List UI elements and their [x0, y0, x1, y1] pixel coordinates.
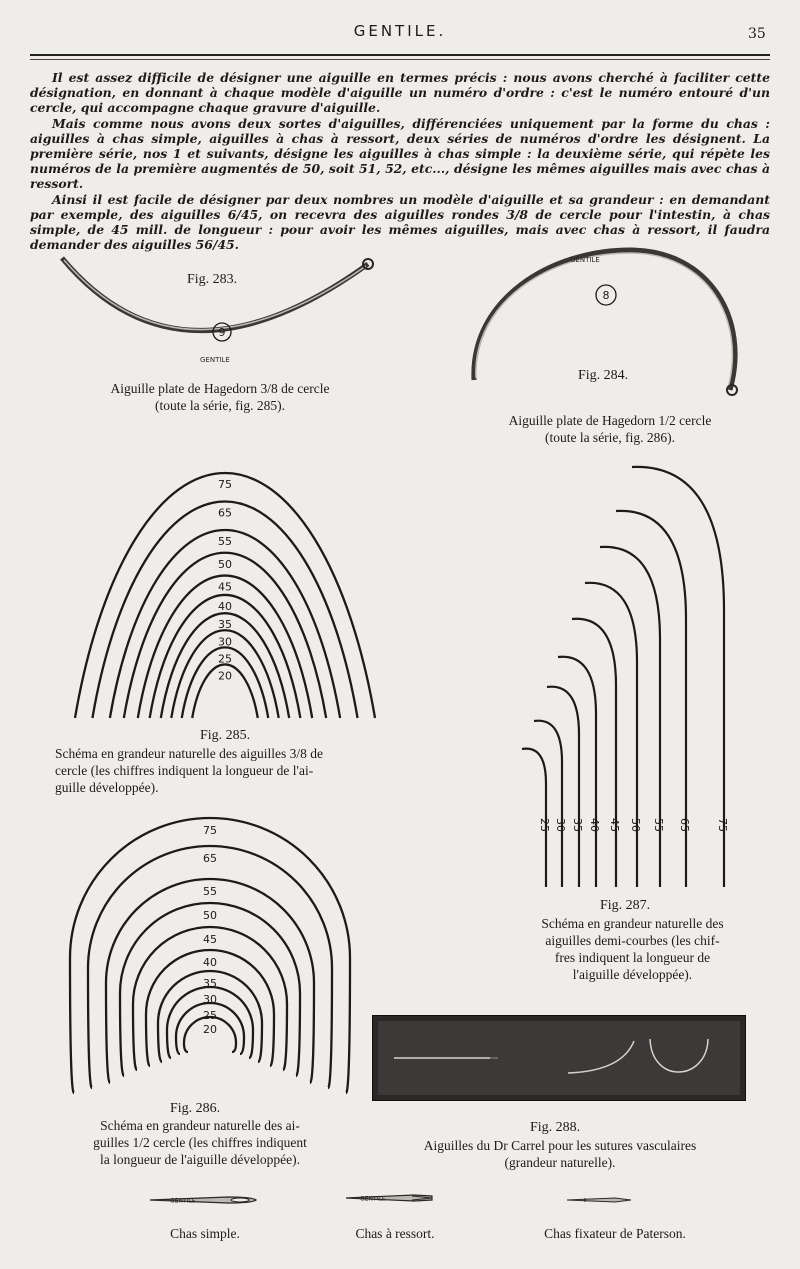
page-header-title: GENTILE. [353, 22, 447, 40]
fig284-caption-line-2: (toute la série, fig. 286). [544, 430, 676, 445]
fig286-arc-diagram [60, 808, 360, 1100]
fig286-size-label-75: 75 [203, 824, 217, 837]
simple-eye-caption: Chas simple. [170, 1226, 240, 1241]
fig287-size-label-55: 55 [652, 818, 665, 832]
simple-eye-illustration [148, 1190, 260, 1210]
paterson-eye-caption: Chas fixateur de Paterson. [544, 1226, 686, 1241]
fig285-size-label-25: 25 [218, 652, 232, 666]
fig283-caption-line-1: Aiguille plate de Hagedorn 3/8 de cercle [110, 381, 330, 396]
fig286-size-label-35: 35 [203, 977, 217, 990]
fig287-size-label-40: 40 [588, 818, 601, 832]
fig285-arc-diagram [60, 465, 390, 725]
fig284-number: 8 [602, 289, 610, 302]
fig286-size-label-40: 40 [203, 956, 217, 969]
fig286-size-label-65: 65 [203, 852, 217, 865]
fig287-caption-line-3: fres indiquent la longueur de [554, 950, 711, 965]
fig287-needle-55 [600, 547, 660, 887]
fig284-label: Fig. 284. [578, 368, 629, 383]
fig284-caption-line-1: Aiguille plate de Hagedorn 1/2 cercle [508, 413, 712, 428]
fig285-size-label-30: 30 [218, 635, 232, 649]
header-rule-thin [30, 59, 770, 60]
fig288-caption-line-2: (grandeur naturelle). [504, 1155, 616, 1170]
fig283-number: 9 [218, 326, 226, 339]
fig284-needle-illustration [460, 240, 760, 410]
fig284-engraving: GENTILE [570, 256, 600, 264]
fig286-size-label-25: 25 [203, 1009, 217, 1022]
fig287-size-label-75: 75 [716, 818, 729, 832]
svg-text:GENTILE: GENTILE [360, 1195, 386, 1203]
fig285-size-label-45: 45 [218, 580, 232, 594]
fig283-engraving: GENTILE [200, 356, 230, 364]
intro-paragraph-2: Mais comme nous avons deux sortes d'aiguilles, différenciées uniquement par la forme du chas : aiguilles à chas simple, aiguilles à chas à ressort, deux séries de numéros d'ordre les désignent. La première série, nos 1 et suivants, désigne les aiguilles à chas simple : la deuxième série, qui répète les numéros de la première augmentés de 50, soit 51, 52, etc..., désigne les mêmes aiguilles mais avec chas à ressort. [30, 115, 770, 192]
fig287-caption-line-2: aiguilles demi-courbes (les chif- [545, 933, 720, 948]
header-rule [30, 54, 770, 56]
fig285-label: Fig. 285. [200, 728, 251, 743]
fig285-size-label-65: 65 [218, 506, 232, 520]
fig285-size-label-20: 20 [218, 669, 232, 683]
fig285-size-label-50: 50 [218, 557, 232, 571]
fig287-needle-75 [632, 467, 724, 887]
fig287-needle-30 [534, 721, 562, 887]
fig284-caption [460, 412, 760, 446]
fig286-caption-line-2: guilles 1/2 cercle (les chiffres indiquent [93, 1135, 307, 1150]
fig283-caption [60, 380, 380, 414]
intro-paragraph-3: Ainsi il est facile de désigner par deux nombres un modèle d'aiguille et sa grandeur : en demandant par exemple, des aiguilles 6/45, on recevra des aiguilles rondes 3/8 de cercle pour l'intestin, à chas simple, de 45 mill. de longueur : pour avoir les mêmes aiguilles, mais avec chas à ressort, il faudra demander des aiguilles 56/45. [30, 191, 770, 253]
fig285-caption-line-1: Schéma en grandeur naturelle des aiguilles 3/8 de [55, 746, 324, 761]
fig287-caption-line-4: l'aiguille développée). [572, 967, 693, 982]
fig287-needle-65 [616, 511, 686, 887]
fig285-caption [55, 745, 385, 796]
fig286-size-label-45: 45 [203, 933, 217, 946]
paterson-eye-illustration [565, 1192, 635, 1208]
fig286-caption-line-3: la longueur de l'aiguille développée). [100, 1152, 300, 1167]
fig286-caption-line-1: Schéma en grandeur naturelle des ai- [100, 1118, 300, 1133]
fig287-needle-diagram [510, 455, 750, 895]
fig283-caption-line-2: (toute la série, fig. 285). [154, 398, 286, 413]
spring-eye-illustration [344, 1188, 436, 1208]
intro-text [30, 70, 770, 252]
fig286-label: Fig. 286. [170, 1101, 221, 1116]
fig287-label: Fig. 287. [600, 898, 651, 913]
fig287-caption-line-1: Schéma en grandeur naturelle des [541, 916, 724, 931]
fig285-size-label-75: 75 [218, 477, 232, 491]
fig288-caption-line-1: Aiguilles du Dr Carrel pour les sutures vasculaires [423, 1138, 697, 1153]
fig286-size-label-50: 50 [203, 909, 217, 922]
fig287-needle-40 [558, 657, 596, 887]
fig285-size-label-35: 35 [218, 618, 232, 632]
fig285-size-label-55: 55 [218, 534, 232, 548]
fig286-size-label-20: 20 [203, 1023, 217, 1036]
spring-eye-caption: Chas à ressort. [355, 1226, 435, 1241]
fig287-needle-50 [585, 583, 637, 887]
fig287-caption [510, 915, 755, 983]
fig286-size-label-55: 55 [203, 885, 217, 898]
svg-text:GENTILE: GENTILE [170, 1197, 196, 1205]
page-number: 35 [748, 26, 766, 42]
fig285-caption-line-2: cercle (les chiffres indiquent la longueur de l'ai- [55, 763, 314, 778]
fig287-size-label-35: 35 [571, 818, 584, 832]
fig283-needle-illustration [50, 250, 380, 370]
fig286-caption [55, 1117, 345, 1168]
intro-paragraph-1: Il est assez difficile de désigner une aiguille en termes précis : nous avons cherché à faciliter cette désignation, en donnant à chaque modèle d'aiguille un numéro d'ordre : c'est le numéro entouré d'un cercle, qui accompagne chaque gravure d'aiguille. [30, 70, 770, 116]
fig287-size-label-50: 50 [629, 818, 642, 832]
fig287-size-label-30: 30 [554, 818, 567, 832]
fig287-size-label-65: 65 [678, 818, 691, 832]
fig288-label: Fig. 288. [530, 1120, 581, 1135]
fig285-size-label-40: 40 [218, 599, 232, 613]
fig283-label: Fig. 283. [187, 272, 238, 287]
fig288-carrel-needles-photo [372, 1015, 746, 1101]
fig285-caption-line-3: guille développée). [55, 780, 159, 795]
fig286-size-label-30: 30 [203, 993, 217, 1006]
fig287-size-label-25: 25 [538, 818, 551, 832]
fig287-size-label-45: 45 [608, 818, 621, 832]
fig288-caption [380, 1137, 740, 1171]
